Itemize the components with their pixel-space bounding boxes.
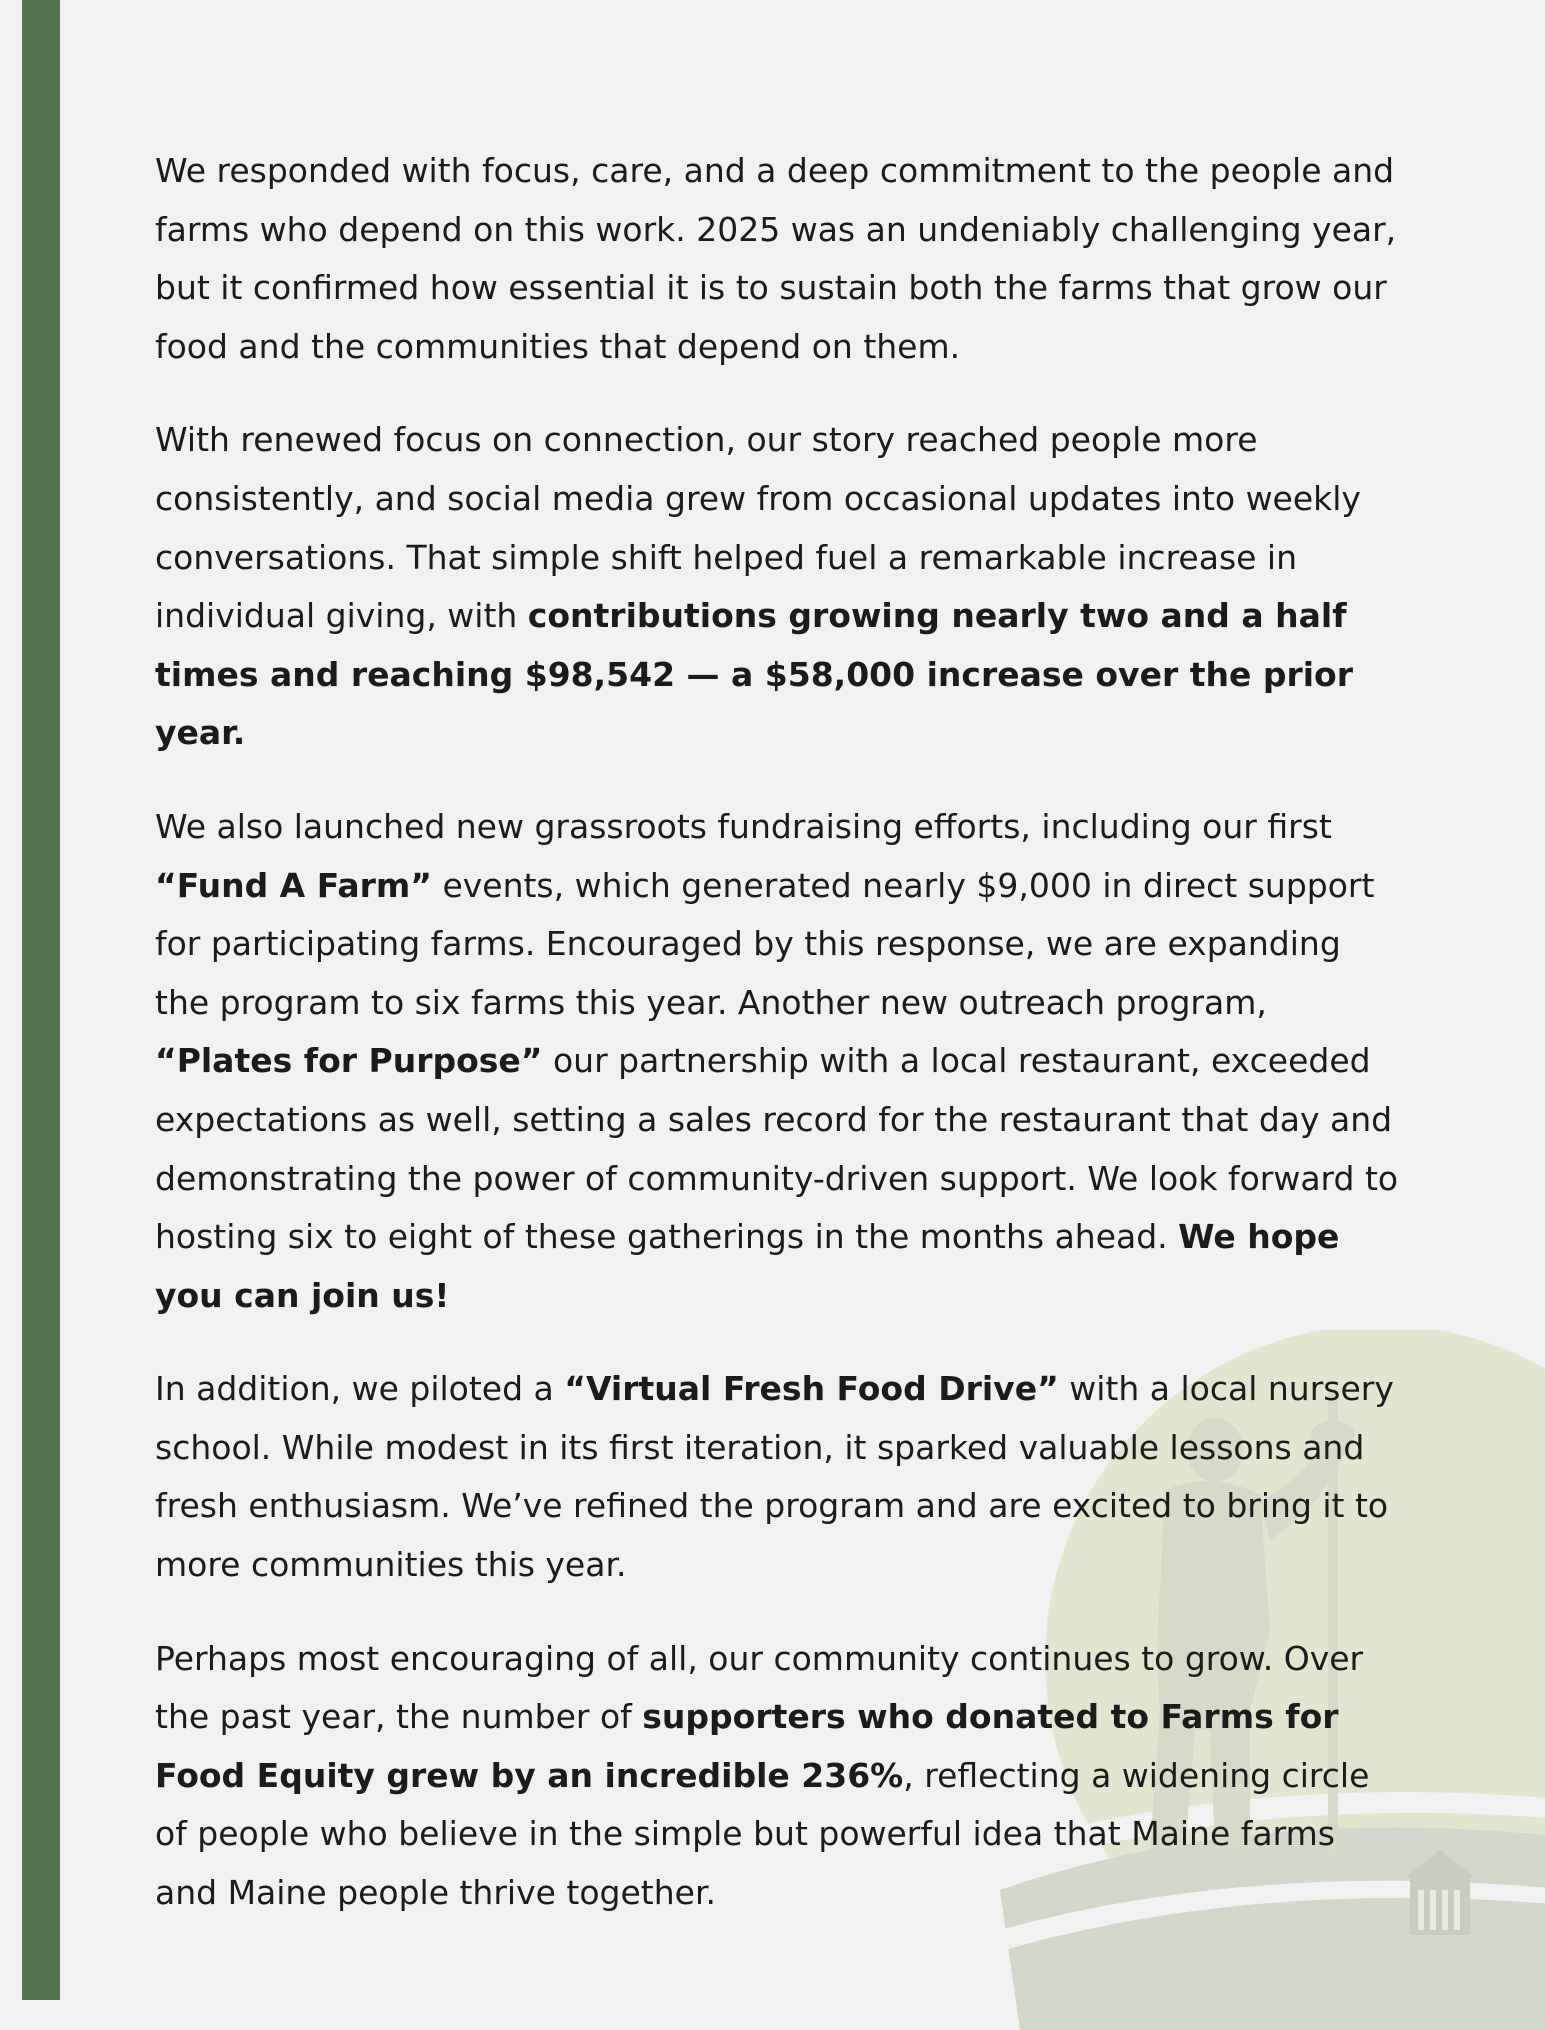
highlight-virtual-fresh-food-drive: “Virtual Fresh Food Drive” — [564, 1369, 1059, 1408]
text-segment: In addition, we piloted a — [155, 1369, 564, 1408]
text-segment: with a local nursery school. While modest in its first iteration, it sparked valuable lessons and fresh enthusiasm. We’ve refined the program and are excited to bring it to more communities this year. — [155, 1369, 1394, 1584]
accent-side-bar — [22, 0, 60, 2000]
letter-body — [155, 142, 1405, 1958]
highlight-join-us: We hope you can join us! — [155, 1217, 1339, 1315]
paragraph-grassroots-fundraising — [155, 798, 1405, 1325]
paragraph-virtual-food-drive — [155, 1360, 1405, 1594]
text-segment: We responded with focus, care, and a deep commitment to the people and farms who depend on this work. 2025 was an undeniably challenging year, but it confirmed how essential it is to sustain both the farms that grow our food and the communities that depend on them. — [155, 151, 1396, 366]
text-segment: our partnership with a local restaurant, exceeded expectations as well, setting a sales record for the restaurant that day and demonstrating the power of community-driven support. We look forward to hosting six to eight of these gatherings in the months ahead. — [155, 1041, 1398, 1256]
text-segment: With renewed focus on connection, our story reached people more consistently, and social media grew from occasional updates into weekly conversations. That simple shift helped fuel a remarkable increase in individual giving, with — [155, 420, 1361, 635]
paragraph-focus-care — [155, 142, 1405, 376]
highlight-contributions-growth: contributions growing nearly two and a half times and reaching $98,542 — a $58,000 increase over the prior year. — [155, 596, 1353, 752]
text-segment: , reflecting a widening circle of people who believe in the simple but powerful idea that Maine farms and Maine people thrive together. — [155, 1756, 1369, 1912]
paragraph-social-media-giving — [155, 411, 1405, 763]
highlight-supporters-growth: supporters who donated to Farms for Food Equity grew by an incredible 236% — [155, 1697, 1339, 1795]
highlight-fund-a-farm: “Fund A Farm” — [155, 866, 432, 905]
text-segment: events, which generated nearly $9,000 in direct support for participating farms. Encouraged by this response, we are expanding the program to six farms this year. Another new outreach program, — [155, 866, 1374, 1022]
paragraph-community-growth — [155, 1630, 1405, 1923]
highlight-plates-for-purpose: “Plates for Purpose” — [155, 1041, 543, 1080]
text-segment: Perhaps most encouraging of all, our community continues to grow. Over the past year, the number of — [155, 1639, 1363, 1737]
text-segment: We also launched new grassroots fundraising efforts, including our first — [155, 807, 1332, 846]
